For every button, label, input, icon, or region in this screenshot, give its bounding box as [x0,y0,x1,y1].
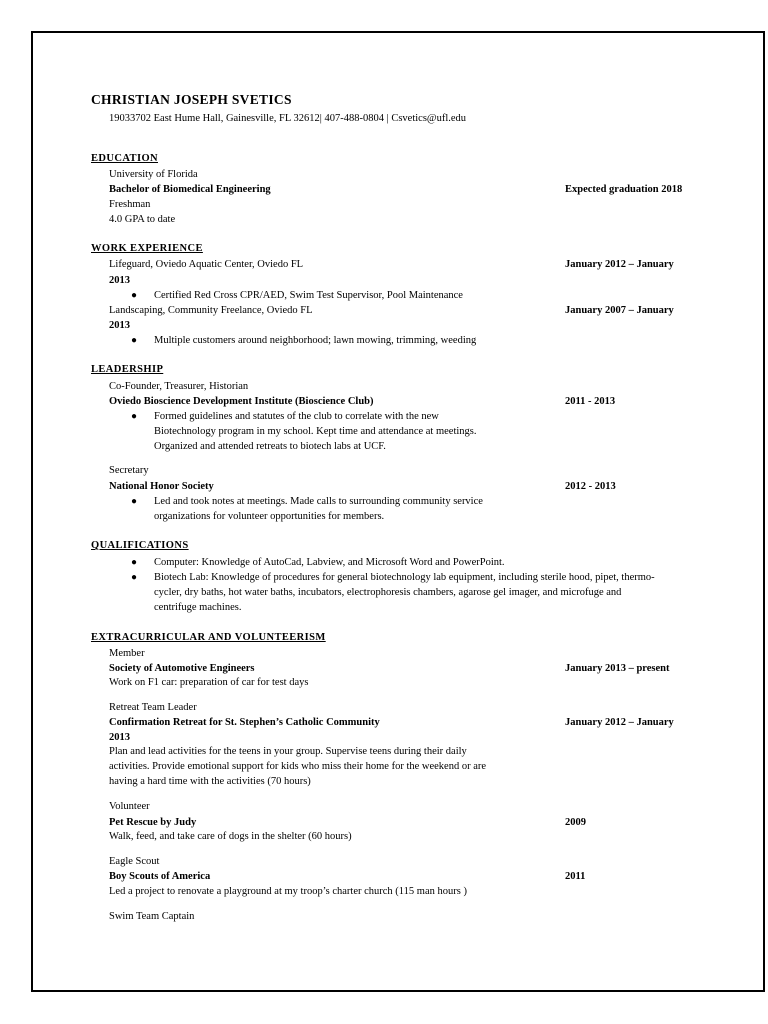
education-school: University of Florida [109,169,198,180]
activity-org: Society of Automotive Engineers [109,663,255,674]
bullet-icon: ● [131,335,138,346]
qualifications-heading: QUALIFICATIONS [91,540,189,551]
leadership-org: Oviedo Bioscience Development Institute (Bioscience Club) [109,396,374,407]
activity-line: having a hard time with the activities (70 hours) [109,776,311,787]
activity-line: Plan and lead activities for the teens in your group. Supervise teens during their daily [109,746,467,757]
job-bullet: Certified Red Cross CPR/AED, Swim Test Supervisor, Pool Maintenance [154,290,463,301]
activity-role: Member [109,648,145,659]
job-date: January 2012 – January [565,259,674,270]
activity-date: January 2012 – January [565,717,674,728]
education-degree: Bachelor of Biomedical Engineering [109,184,271,195]
leadership-role: Co-Founder, Treasurer, Historian [109,381,249,392]
job-date-continued: 2013 [109,275,130,286]
activity-role: Swim Team Captain [109,911,195,922]
extracurricular-heading: EXTRACURRICULAR AND VOLUNTEERISM [91,632,326,643]
qualification-line: cycler, dry baths, hot water baths, incubators, electrophoresis chambers, agarose gel imager, and microfuge and [154,587,622,598]
education-date: Expected graduation 2018 [565,184,683,195]
job-bullet: Multiple customers around neighborhood; lawn mowing, trimming, weeding [154,335,477,346]
activity-date-continued: 2013 [109,732,130,743]
activity-line: Walk, feed, and take care of dogs in the shelter (60 hours) [109,831,352,842]
leadership-heading: LEADERSHIP [91,364,164,375]
qualification-line: centrifuge machines. [154,602,242,613]
education-heading: EDUCATION [91,153,158,164]
education-gpa: 4.0 GPA to date [109,214,176,225]
bullet-icon: ● [131,572,138,583]
leadership-line: Biotechnology program in my school. Kept time and attendance at meetings. [154,426,477,437]
leadership-date: 2011 - 2013 [565,396,616,407]
bullet-icon: ● [131,290,138,301]
candidate-name: CHRISTIAN JOSEPH SVETICS [91,92,292,107]
qualification-line: Computer: Knowledge of AutoCad, Labview, and Microsoft Word and PowerPoint. [154,557,505,568]
activity-role: Volunteer [109,801,150,812]
leadership-line: Led and took notes at meetings. Made calls to surrounding community service [154,496,483,507]
work-heading: WORK EXPERIENCE [91,243,203,254]
bullet-icon: ● [131,496,138,507]
bullet-icon: ● [131,411,138,422]
job-date: January 2007 – January [565,305,674,316]
job-title: Landscaping, Community Freelance, Oviedo FL [109,305,313,316]
activity-date: 2009 [565,817,586,828]
job-title: Lifeguard, Oviedo Aquatic Center, Oviedo FL [109,259,304,270]
activity-line: Work on F1 car: preparation of car for test days [109,677,309,688]
leadership-line: Formed guidelines and statutes of the club to correlate with the new [154,411,439,422]
activity-date: 2011 [565,871,586,882]
activity-line: activities. Provide emotional support for kids who miss their home for the weekend or are [109,761,487,772]
education-year: Freshman [109,199,151,210]
activity-role: Retreat Team Leader [109,702,197,713]
activity-date: January 2013 – present [565,663,670,674]
leadership-org: National Honor Society [109,481,214,492]
job-date-continued: 2013 [109,320,130,331]
leadership-line: organizations for volunteer opportunities for members. [154,511,385,522]
bullet-icon: ● [131,557,138,568]
leadership-role: Secretary [109,465,149,476]
leadership-date: 2012 - 2013 [565,481,616,492]
activity-org: Confirmation Retreat for St. Stephen’s Catholic Community [109,717,380,728]
leadership-line: Organized and attended retreats to biotech labs at UCF. [154,441,386,452]
contact-line: 19033702 East Hume Hall, Gainesville, FL 32612| 407-488-0804 | Csvetics@ufl.edu [109,113,467,124]
activity-org: Pet Rescue by Judy [109,817,197,828]
activity-org: Boy Scouts of America [109,871,211,882]
activity-role: Eagle Scout [109,856,160,867]
qualification-line: Biotech Lab: Knowledge of procedures for general biotechnology lab equipment, including sterile hood, pipet, thermo- [154,572,655,583]
activity-line: Led a project to renovate a playground at my troop’s charter church (115 man hours ) [109,886,467,897]
